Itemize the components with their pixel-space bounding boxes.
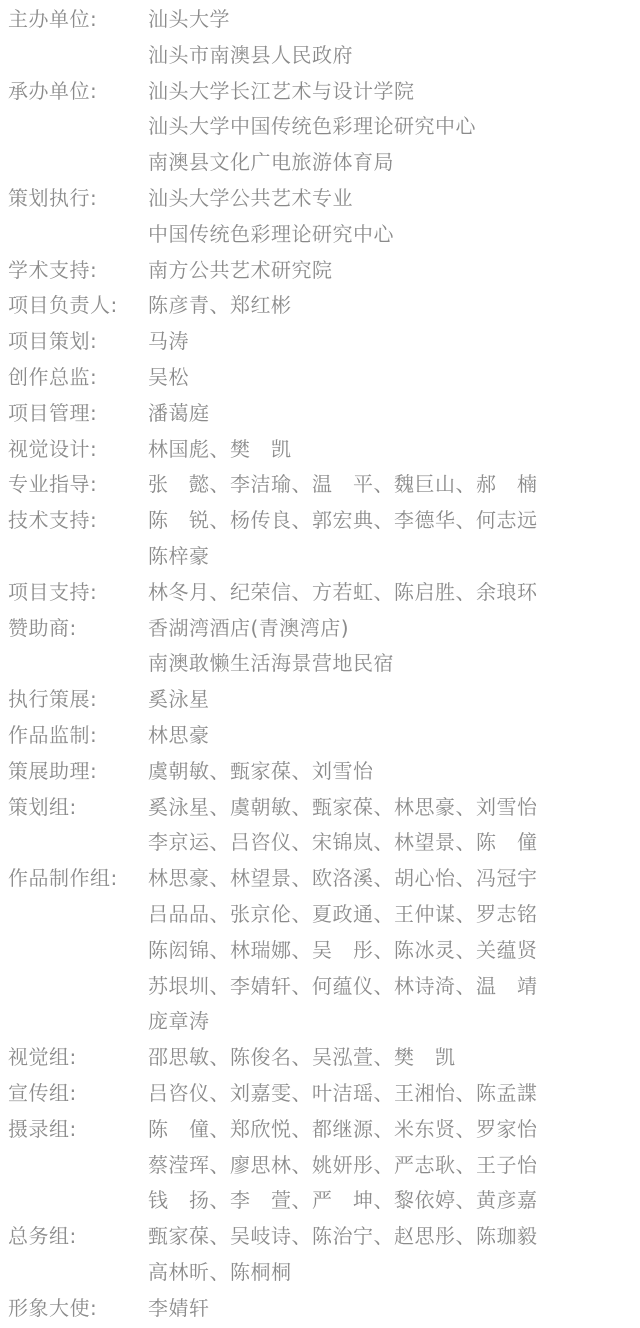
credit-values: [148, 288, 640, 324]
credit-values: [148, 861, 640, 1040]
credit-values: [148, 503, 640, 575]
credit-label: 赞助商:: [8, 615, 77, 640]
credit-row: [0, 360, 640, 396]
credit-row: [0, 1076, 640, 1112]
credit-row: [0, 1219, 640, 1291]
credit-label: 项目支持:: [8, 579, 98, 604]
credit-value-line: 潘蔼庭: [148, 400, 210, 425]
credit-value-line: 甄家葆、吴岐诗、陈治宁、赵思彤、陈珈毅: [148, 1224, 538, 1249]
credit-label: 总务组:: [8, 1224, 77, 1249]
credit-row: [0, 575, 640, 611]
credit-values: [148, 2, 640, 74]
credit-value-line: 南澳敢懒生活海景营地民宿: [148, 651, 394, 676]
credit-values: [148, 396, 640, 432]
credit-value-line: 汕头大学: [148, 7, 230, 31]
credit-value-line: 奚泳星、虞朝敏、甄家葆、林思豪、刘雪怡: [148, 794, 538, 819]
credit-values: [148, 790, 640, 862]
credit-row: [0, 861, 640, 1040]
credit-value-line: 苏垠圳、李婧轩、何蕴仪、林诗渏、温 靖: [148, 973, 538, 998]
credit-value-line: 香湖湾酒店(青澳湾店): [148, 615, 350, 640]
credit-row: [0, 181, 640, 253]
credit-label: 主办单位:: [8, 7, 98, 31]
credit-value-line: 李婧轩: [148, 1295, 210, 1320]
credit-value-line: 张 懿、李洁瑜、温 平、魏巨山、郝 楠: [148, 472, 538, 497]
credit-row: [0, 253, 640, 289]
credit-value-line: 汕头市南澳县人民政府: [148, 42, 353, 67]
credit-values: [148, 682, 640, 718]
credit-value-line: 马涛: [148, 329, 189, 354]
credit-label: 技术支持:: [8, 508, 98, 533]
credit-row: [0, 754, 640, 790]
credit-value-line: 陈 锐、杨传良、郭宏典、李德华、何志远: [148, 508, 538, 533]
credit-label: 策划执行:: [8, 185, 98, 210]
credit-label: 策划组:: [8, 794, 77, 819]
credit-values: [148, 1112, 640, 1219]
credit-row: [0, 503, 640, 575]
credit-row: [0, 682, 640, 718]
credit-value-line: 虞朝敏、甄家葆、刘雪怡: [148, 758, 374, 783]
credit-label: 视觉设计:: [8, 436, 98, 461]
credit-value-line: 吕品品、张京伦、夏政通、王仲谋、罗志铭: [148, 901, 538, 926]
credit-label: 策展助理:: [8, 758, 98, 783]
credit-values: [148, 754, 640, 790]
credit-row: [0, 2, 640, 74]
credit-label: 创作总监:: [8, 364, 98, 389]
credit-values: [148, 432, 640, 468]
credit-values: [148, 575, 640, 611]
credit-values: [148, 1219, 640, 1291]
credit-row: [0, 790, 640, 862]
credit-row: [0, 1040, 640, 1076]
credit-values: [148, 324, 640, 360]
credit-label: 作品监制:: [8, 722, 98, 747]
credit-value-line: 陈闳锦、林瑞娜、吴 彤、陈冰灵、关蕴贤: [148, 937, 538, 962]
credit-values: [148, 181, 640, 253]
credit-values: [148, 611, 640, 683]
credit-value-line: 陈梓豪: [148, 543, 210, 568]
credit-value-line: 庞章涛: [148, 1009, 210, 1034]
credit-values: [148, 718, 640, 754]
credit-value-line: 吕咨仪、刘嘉雯、叶洁瑶、王湘怡、陈孟諜: [148, 1080, 538, 1105]
credit-value-line: 李京运、吕咨仪、宋锦岚、林望景、陈 僮: [148, 830, 538, 855]
credit-value-line: 钱 扬、李 萱、严 坤、黎依婷、黄彦嘉: [148, 1188, 538, 1213]
credit-label: 视觉组:: [8, 1045, 77, 1070]
credit-value-line: 林冬月、纪荣信、方若虹、陈启胜、余琅环: [148, 579, 538, 604]
credit-label: 执行策展:: [8, 687, 98, 712]
credit-values: [148, 1076, 640, 1112]
credit-label: 摄录组:: [8, 1116, 77, 1141]
credit-values: [148, 1291, 640, 1327]
credit-value-line: 汕头大学中国传统色彩理论研究中心: [148, 114, 476, 139]
credit-value-line: 陈 僮、郑欣悦、都继源、米东贤、罗家怡: [148, 1116, 538, 1141]
credit-value-line: 邵思敏、陈俊名、吴泓萱、樊 凯: [148, 1045, 456, 1070]
credit-value-line: 陈彦青、郑红彬: [148, 293, 292, 318]
credit-row: [0, 1291, 640, 1327]
credit-value-line: 林国彪、樊 凯: [148, 436, 292, 461]
credit-value-line: 汕头大学长江艺术与设计学院: [148, 78, 415, 103]
credit-value-line: 南方公共艺术研究院: [148, 257, 333, 282]
credit-row: [0, 324, 640, 360]
credit-label: 宣传组:: [8, 1080, 77, 1105]
credit-label: 项目管理:: [8, 400, 98, 425]
credit-row: [0, 718, 640, 754]
credit-label: 形象大使:: [8, 1295, 98, 1320]
credit-values: [148, 253, 640, 289]
credit-row: [0, 288, 640, 324]
credit-values: [148, 467, 640, 503]
credit-label: 承办单位:: [8, 78, 98, 103]
credit-row: [0, 1112, 640, 1219]
credit-values: [148, 74, 640, 181]
credit-label: 作品制作组:: [8, 866, 118, 891]
credit-label: 专业指导:: [8, 472, 98, 497]
credit-value-line: 奚泳星: [148, 687, 210, 712]
credit-value-line: 蔡滢珲、廖思林、姚妍彤、严志耿、王子怡: [148, 1152, 538, 1177]
credit-value-line: 高林昕、陈桐桐: [148, 1259, 292, 1284]
credit-value-line: 林思豪: [148, 722, 210, 747]
credit-values: [148, 360, 640, 396]
credit-value-line: 中国传统色彩理论研究中心: [148, 221, 394, 246]
credit-row: [0, 467, 640, 503]
credit-values: [148, 1040, 640, 1076]
credit-row: [0, 432, 640, 468]
credit-label: 学术支持:: [8, 257, 98, 282]
credit-row: [0, 611, 640, 683]
credit-value-line: 吴松: [148, 364, 189, 389]
credit-row: [0, 74, 640, 181]
credit-value-line: 南澳县文化广电旅游体育局: [148, 150, 394, 175]
credit-label: 项目策划:: [8, 329, 98, 354]
credit-value-line: 汕头大学公共艺术专业: [148, 185, 353, 210]
credit-row: [0, 396, 640, 432]
credit-value-line: 林思豪、林望景、欧洛溪、胡心怡、冯冠宇: [148, 866, 538, 891]
credit-label: 项目负责人:: [8, 293, 118, 318]
